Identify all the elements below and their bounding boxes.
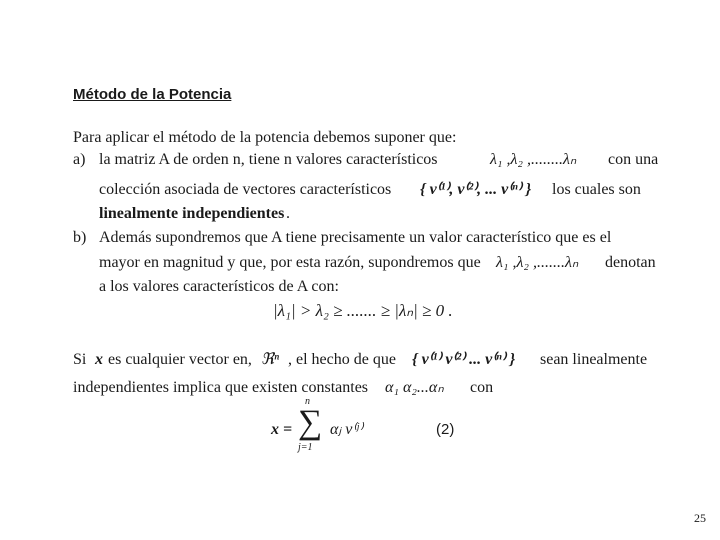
item-a-line1: la matriz A de orden n, tiene n valores característicos <box>99 151 438 168</box>
para2-text-d: sean linealmente <box>540 351 648 368</box>
sum-term: αⱼ v⁽ʲ⁾ <box>330 421 363 438</box>
item-a-line1-end: con una <box>608 151 659 168</box>
item-a-line2-end: los cuales son <box>552 181 641 198</box>
constants-alpha: α₁ α₂...αₙ <box>385 379 444 396</box>
para2-text-b: es cualquier vector en, <box>108 351 252 368</box>
para2-line2-end: con <box>470 379 494 396</box>
item-b-line2: mayor en magnitud y que, por esta razón, supondremos que <box>99 254 481 271</box>
page-title: Método de la Potencia <box>73 86 232 103</box>
real-space-symbol: ℜⁿ <box>261 351 280 368</box>
item-a-line3-end: . <box>286 205 290 222</box>
item-b-label: b) <box>73 229 87 246</box>
ordered-eigenvalues: λ₁ ,λ₂ ,.......λₙ <box>496 254 579 271</box>
intro-text: Para aplicar el método de la potencia debemos suponer que: <box>73 129 457 146</box>
item-a-line2: colección asociada de vectores característicos <box>99 181 392 198</box>
item-a-line3-bold: linealmente independientes <box>99 205 285 222</box>
vector-x: x <box>95 351 103 368</box>
basis-set: { v⁽¹⁾ v⁽²⁾ ... v⁽ⁿ⁾ } <box>412 351 516 368</box>
page-number: 25 <box>694 511 706 525</box>
sum-lower-limit: j=1 <box>298 442 313 453</box>
equation-lhs: x = <box>271 421 293 438</box>
eigenvector-set: { v⁽¹⁾, v⁽²⁾, ... v⁽ⁿ⁾ } <box>420 181 532 198</box>
item-b-line2-end: denotan <box>605 254 656 271</box>
item-b-line1: Además supondremos que A tiene precisamente un valor característico que es el <box>99 229 612 246</box>
sum-upper-limit: n <box>305 396 310 407</box>
item-b-line3: a los valores característicos de A con: <box>99 278 339 295</box>
item-a-label: a) <box>73 151 86 168</box>
equation-number: (2) <box>436 421 455 438</box>
sigma-symbol: ∑ <box>298 404 323 441</box>
para2-text-c: , el hecho de que <box>288 351 396 368</box>
para2-si: Si <box>73 351 87 368</box>
para2-line2: independientes implica que existen constantes <box>73 379 369 396</box>
eigenvalue-inequality: |λ₁| > λ₂ ≥ ....... ≥ |λₙ| ≥ 0 . <box>273 301 453 320</box>
eigenvalues-list: λ₁ ,λ₂ ,........λₙ <box>490 151 577 168</box>
